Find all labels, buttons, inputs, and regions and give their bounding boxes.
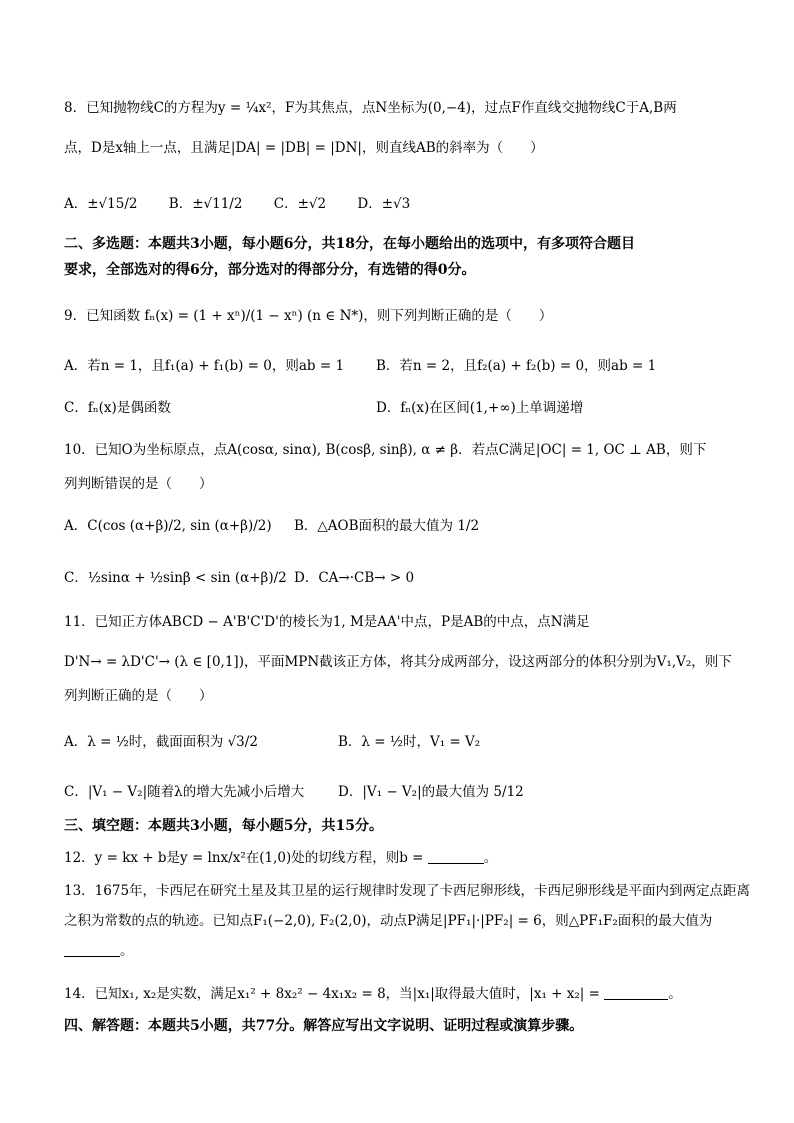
q9-option-b: B．若n = 2，且f₂(a) + f₂(b) = 0，则ab = 1 [376, 358, 657, 374]
q8-option-d: D．±√3 [357, 196, 411, 212]
q13-last: 最大值为 [658, 913, 713, 929]
q10-option-c: C．½sinα + ½sinβ < sin (α+β)/2 [64, 570, 287, 586]
q9-option-d: D．fₙ(x)在区间(1,+∞)上单调递增 [376, 400, 584, 416]
q12 [64, 850, 754, 866]
q11-option-c: C．|V₁ − V₂|随着λ的增大先减小后增大 [64, 784, 305, 800]
q11-option-a: A．λ = ½时，截面面积为 √3/2 [64, 734, 258, 750]
q8-option-a: A．±√15/2 [64, 196, 138, 212]
q14-end: 。 [668, 986, 682, 1002]
q10-option-b: B．△AOB面积的最大值为 1/2 [294, 518, 480, 534]
q11-line1: 11．已知正方体ABCD − A'B'C'D'的棱长为1, M是AA'中点，P是AB的中点，点N满足 [64, 614, 590, 630]
q10-line1: 10．已知O为坐标原点，点A(cosα, sinα), B(cosβ, sinβ), α ≠ β．若点C满足|OC| = 1, OC ⊥ AB，则下 [64, 442, 707, 458]
q9-option-a: A．若n = 1，且f₁(a) + f₁(b) = 0，则ab = 1 [64, 358, 345, 374]
q13-text: 13．1675年，卡西尼在研究土星及其卫星的运行规律时发现了卡西尼卵形线，卡西尼卵形线是平面内到两定点距离之积为常数的点的轨迹。已知点F₁(−2,0), F₂(2,0)，动点P满足|PF₁|·|PF₂| = 6，则△PF₁F₂面积的 [64, 883, 751, 929]
q12-text: 12．y = kx + b是y = lnx/x²在(1,0)处的切线方程，则b = [64, 850, 424, 866]
q10-option-d: D．CA→·CB→ > 0 [294, 570, 415, 586]
section2-heading-line2: 要求，全部选对的得6分，部分选对的得部分分，有选错的得0分。 [64, 262, 476, 278]
q11-line3: 列判断正确的是（ ） [64, 688, 213, 704]
q8-line1: 8．已知抛物线C的方程为y = ¼x²，F为其焦点，点N坐标为(0,−4)，过点F作直线交抛物线C于A,B两 [64, 100, 677, 116]
q11-option-d: D．|V₁ − V₂|的最大值为 5/12 [338, 784, 524, 800]
section2-heading-line1: 二、多选题：本题共3小题，每小题6分，共18分，在每小题给出的选项中，有多项符合题目 [64, 236, 635, 252]
q12-answer-blank[interactable] [428, 851, 484, 864]
q13-end: 。 [120, 943, 134, 959]
q11-option-b: B．λ = ½时，V₁ = V₂ [338, 734, 481, 750]
q14 [64, 986, 754, 1002]
q13 [64, 876, 756, 966]
q10-line2: 列判断错误的是（ ） [64, 476, 213, 492]
q14-text: 14．已知x₁, x₂是实数，满足x₁² + 8x₂² − 4x₁x₂ = 8，当|x₁|取得最大值时，|x₁ + x₂| = [64, 986, 600, 1002]
q13-answer-blank[interactable] [64, 944, 120, 957]
q12-end: 。 [483, 850, 498, 866]
q14-answer-blank[interactable] [604, 987, 668, 1000]
q9-stem: 9．已知函数 fₙ(x) = (1 + xⁿ)/(1 − xⁿ) (n ∈ N*)，则下列判断正确的是（ ） [64, 308, 553, 324]
q10-option-a: A．C(cos (α+β)/2, sin (α+β)/2) [64, 518, 272, 534]
q8-option-c: C．±√2 [273, 196, 327, 212]
section4-heading: 四、解答题：本题共5小题，共77分。解答应写出文字说明、证明过程或演算步骤。 [64, 1018, 584, 1034]
q8-line2: 点，D是x轴上一点，且满足|DA| = |DB| = |DN|，则直线AB的斜率为（ ） [64, 140, 544, 156]
q9-option-c: C．fₙ(x)是偶函数 [64, 400, 171, 416]
q11-line2: D'N→ = λD'C'→ (λ ∈ [0,1])，平面MPN截该正方体，将其分成两部分，设这两部分的体积分别为V₁,V₂，则下 [64, 654, 732, 670]
section3-heading: 三、填空题：本题共3小题，每小题5分，共15分。 [64, 818, 383, 834]
q8-option-b: B．±√11/2 [168, 196, 243, 212]
q8-options [64, 196, 754, 212]
